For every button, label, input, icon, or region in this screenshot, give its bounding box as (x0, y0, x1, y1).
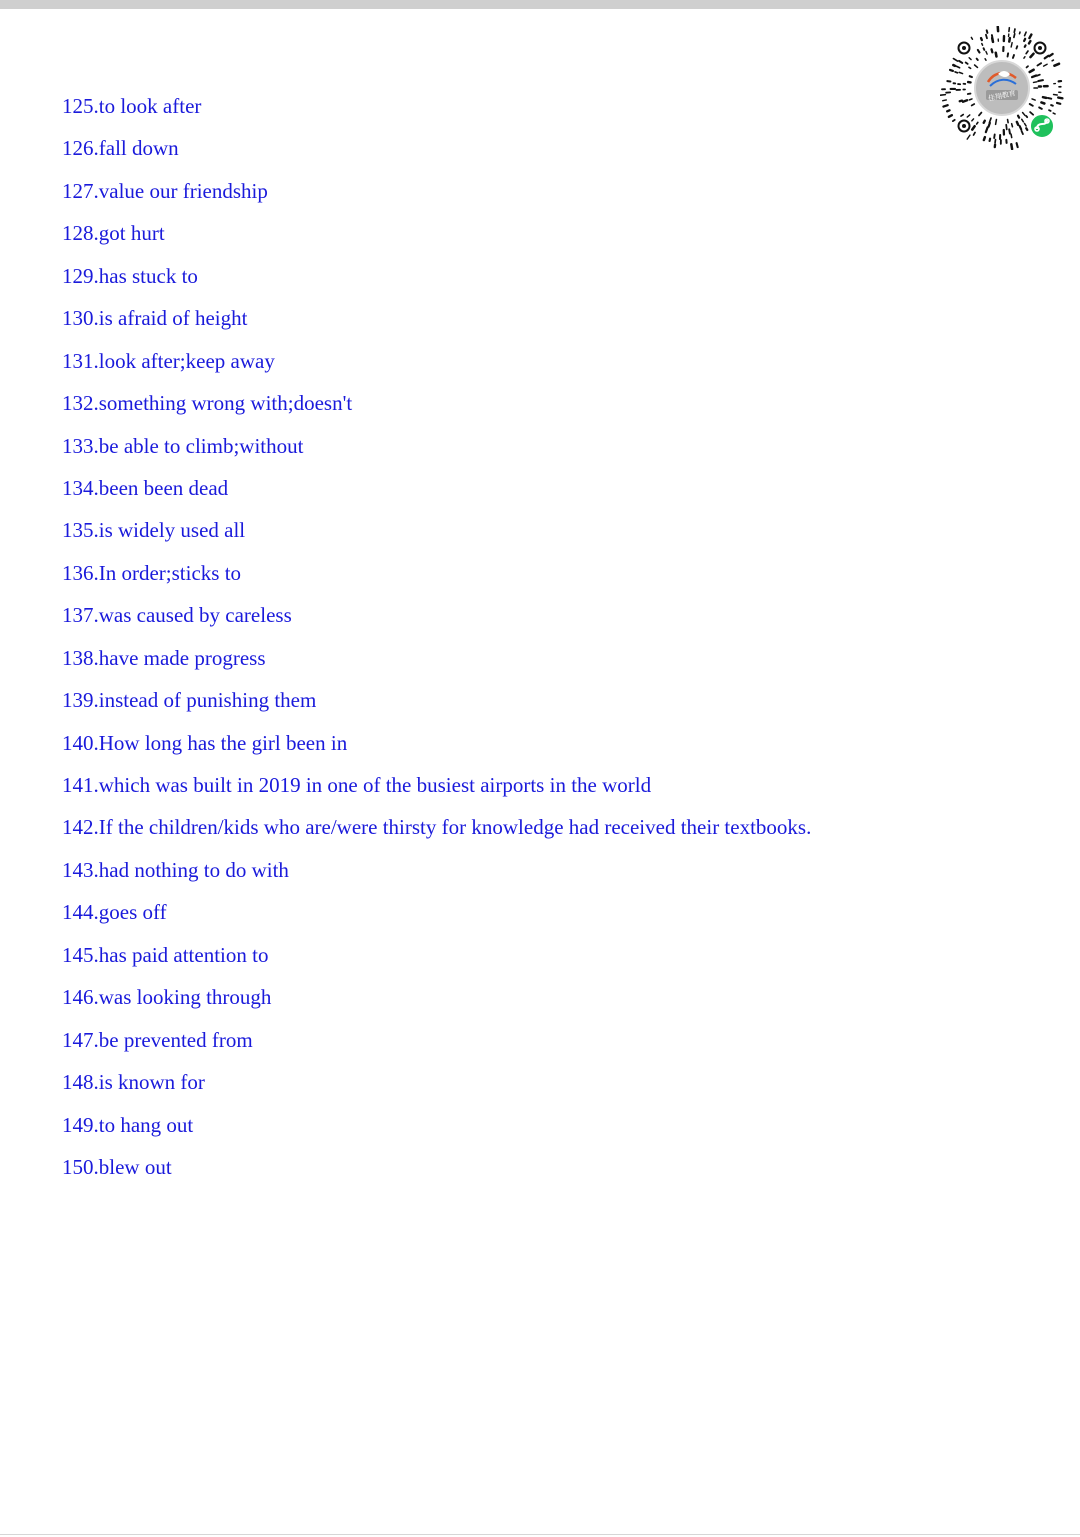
qr-dash (1026, 116, 1027, 117)
qr-dash (1024, 57, 1025, 58)
answer-item: 139.instead of punishing them (62, 688, 317, 713)
qr-dash (1044, 64, 1048, 66)
qr-dash (1017, 143, 1018, 147)
qr-dash (1012, 124, 1013, 127)
qr-center-logo (975, 61, 1029, 115)
qr-dash (949, 115, 952, 117)
qr-dash (1020, 126, 1021, 129)
answer-item: 135.is widely used all (62, 518, 246, 543)
answer-item: 128.got hurt (62, 221, 165, 246)
answer-list (62, 96, 811, 1199)
qr-dash (971, 37, 972, 39)
qr-dash (1041, 102, 1044, 103)
answer-item: 147.be prevented from (62, 1027, 253, 1052)
qr-dash (972, 104, 975, 106)
qr-dash (987, 30, 988, 33)
qr-dash (985, 59, 986, 61)
qr-dash (1018, 116, 1019, 118)
qr-dash (1048, 98, 1051, 99)
qr-dash (1025, 123, 1027, 126)
answer-item: 141.which was built in 2019 in one of the busiest airports in the world (62, 773, 652, 797)
answer-item: 140.How long has the girl been in (62, 730, 348, 755)
page-bottom-border (0, 1534, 1080, 1535)
qr-dash (1052, 60, 1053, 61)
qr-dash (1030, 112, 1033, 115)
qr-dash (984, 121, 985, 123)
qr-dash (970, 76, 972, 77)
mini-program-icon (1030, 114, 1054, 138)
answer-item: 143.had nothing to do with (62, 857, 289, 882)
answer-item: 146.was looking through (62, 985, 272, 1010)
qr-dash (963, 100, 967, 101)
qr-dash (1021, 131, 1023, 134)
qr-dash (982, 44, 983, 46)
qr-dash (953, 65, 955, 66)
qr-dash (972, 126, 974, 129)
qr-dash (1011, 43, 1012, 47)
qr-dash (984, 137, 985, 140)
qr-dash (1016, 46, 1017, 48)
qr-dash (950, 70, 953, 71)
qr-dash (986, 35, 987, 38)
qr-dash (1022, 119, 1024, 122)
qr-dash (1027, 66, 1029, 67)
qr-dash (979, 113, 981, 116)
qr-dash (986, 51, 987, 54)
qr-dash (1053, 113, 1055, 114)
qr-dash (1057, 103, 1060, 104)
qr-dash (1008, 53, 1009, 56)
qr-dash (953, 59, 957, 61)
mini-program-qr-code[interactable] (940, 26, 1064, 150)
qr-dash (1008, 120, 1009, 123)
qr-dash (990, 139, 991, 141)
answer-item: 149.to hang out (62, 1112, 194, 1137)
qr-dash (994, 134, 995, 138)
answer-item: 142.If the children/kids who are/were thirsty for knowledge had received their textbooks. (62, 815, 812, 840)
qr-dash (996, 120, 997, 125)
qr-dash (1026, 128, 1027, 130)
qr-dash (967, 135, 970, 139)
answer-item: 127.value our friendship (62, 178, 268, 203)
qr-dash (969, 58, 971, 60)
qr-dash (1038, 80, 1043, 81)
qr-dash (975, 65, 978, 67)
answer-item: 134.been been dead (62, 475, 229, 500)
qr-dash (1058, 98, 1062, 99)
answer-item: 131.look after;keep away (62, 348, 275, 373)
qr-dash (943, 105, 947, 106)
qr-dash (981, 38, 982, 40)
answer-item: 145.has paid attention to (62, 942, 269, 967)
qr-dash (1013, 55, 1014, 58)
qr-dash (967, 115, 970, 117)
qr-dash (1009, 38, 1010, 41)
answer-item: 150.blew out (62, 1154, 172, 1179)
qr-dash (943, 100, 947, 101)
qr-dash (1006, 125, 1007, 130)
qr-dash (1032, 99, 1035, 100)
qr-dash (1026, 51, 1028, 54)
qr-dash (953, 120, 955, 121)
qr-dash (1037, 75, 1040, 76)
qr-dash (977, 122, 978, 124)
qr-dash (1049, 110, 1051, 111)
qr-dash (1025, 32, 1027, 35)
qr-dash (977, 59, 978, 60)
answer-item: 126.fall down (62, 136, 179, 161)
qr-dash (1045, 56, 1049, 59)
qr-dash (992, 49, 993, 52)
qr-dash (961, 115, 963, 117)
qr-dash (1014, 29, 1015, 32)
qr-dash (972, 119, 974, 121)
qr-dash (1017, 122, 1018, 125)
qr-dash (1029, 41, 1030, 43)
qr-dash (1025, 45, 1026, 47)
qr-dash (1030, 70, 1034, 72)
qr-dash (1030, 54, 1033, 57)
qr-dash (984, 48, 985, 50)
qr-dash (940, 95, 945, 96)
qr-dash (974, 132, 976, 135)
qr-dash (966, 62, 968, 63)
answer-item: 138.have made progress (62, 645, 266, 670)
qr-dash (992, 38, 993, 42)
top-bar (0, 0, 1080, 9)
qr-logo-text: 佳翔教育 (987, 89, 1017, 103)
qr-dash (1011, 144, 1012, 149)
answer-item: 148.is known for (62, 1070, 205, 1095)
answer-item: 133.be able to climb;without (62, 433, 304, 458)
answer-item: 130.is afraid of height (62, 306, 248, 331)
qr-dash (1037, 63, 1041, 65)
qr-dash (959, 72, 962, 73)
qr-dash (1020, 32, 1021, 34)
qr-dash (1043, 97, 1046, 98)
qr-dash (989, 123, 990, 127)
qr-dash (1039, 107, 1042, 108)
qr-dash (1049, 54, 1052, 56)
answer-item: 129.has stuck to (62, 263, 198, 288)
qr-dash (947, 110, 949, 111)
qr-dash (1030, 104, 1033, 106)
answer-item: 136.In order;sticks to (62, 560, 242, 585)
qr-dash (969, 67, 971, 68)
qr-dash (960, 101, 962, 102)
qr-dash (978, 50, 980, 53)
qr-dash (1023, 113, 1025, 116)
answer-item: 132.something wrong with;doesn't (62, 391, 353, 416)
qr-dash (1034, 82, 1037, 83)
answer-item: 125.to look after (62, 94, 202, 118)
answer-item: 144.goes off (62, 900, 167, 925)
qr-dash (1051, 105, 1053, 106)
qr-dash (986, 127, 988, 132)
qr-dash (969, 99, 972, 100)
qr-dash (959, 61, 962, 63)
answer-item: 137.was caused by careless (62, 603, 292, 628)
qr-dash (1011, 134, 1012, 137)
qr-dash (1009, 129, 1010, 133)
qr-dash (1054, 64, 1059, 66)
qr-dash (1014, 34, 1015, 38)
qr-dash (955, 72, 957, 73)
qr-dash (1032, 76, 1036, 78)
qr-dash (996, 53, 997, 57)
qr-dash (1024, 39, 1025, 41)
qr-dash (956, 66, 959, 68)
qr-dash (1029, 35, 1031, 39)
